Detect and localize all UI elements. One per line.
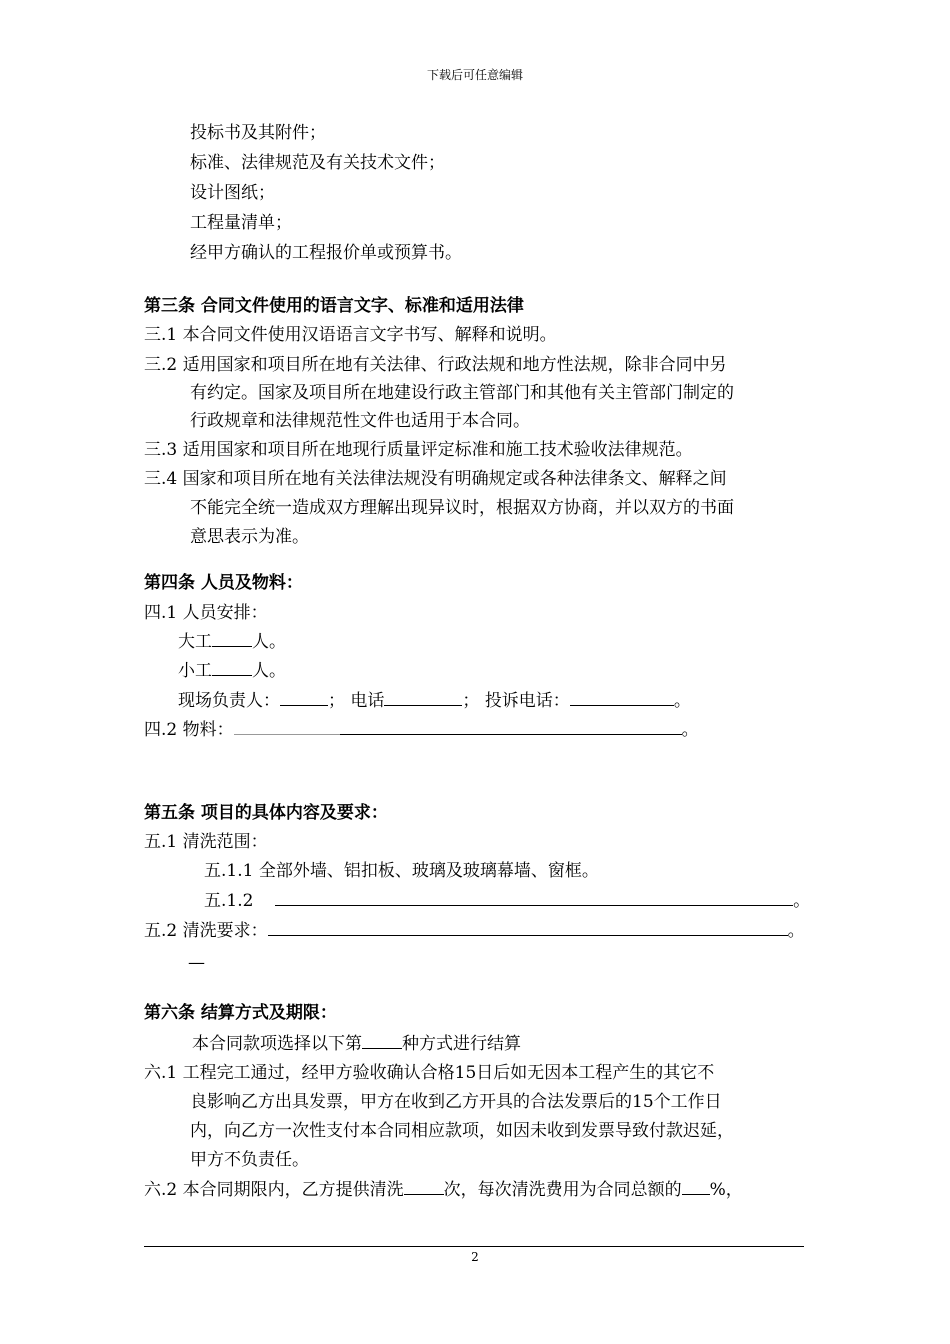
page-header: 下载后可任意编辑 bbox=[426, 68, 523, 82]
list-item: 标准、法律规范及有关技术文件； bbox=[190, 153, 445, 173]
clause-4-1: 四.1 人员安排： bbox=[144, 603, 268, 623]
dash-mark: — bbox=[188, 953, 205, 973]
clause-3-4: 三.4 国家和项目所在地有关法律法规没有明确规定或各种法律条文、解释之间 bbox=[144, 469, 727, 489]
clause-3-3: 三.3 适用国家和项目所在地现行质量评定标准和施工技术验收法律规范。 bbox=[144, 440, 693, 460]
clause-3-4-cont: 不能完全统一造成双方理解出现异议时，根据双方协商，并以双方的书面 bbox=[190, 498, 734, 518]
blank-field[interactable] bbox=[268, 919, 788, 936]
label-unit: 人。 bbox=[252, 632, 286, 652]
blank-field[interactable] bbox=[384, 689, 462, 706]
blank-field[interactable] bbox=[275, 889, 793, 906]
label-period: 。 bbox=[793, 891, 811, 911]
article-3-title: 第三条 合同文件使用的语言文字、标准和适用法律 bbox=[144, 296, 524, 316]
label-cost-share: 次，每次清洗费用为合同总额的 bbox=[443, 1180, 682, 1200]
label-xiao-gong: 小工 bbox=[178, 661, 212, 681]
list-item: 投标书及其附件； bbox=[190, 123, 326, 143]
clause-6-1: 六.1 工程完工通过，经甲方验收确认合格15日后如无因本工程产生的其它不 bbox=[144, 1063, 715, 1083]
clause-3-2-cont: 有约定。国家及项目所在地建设行政主管部门和其他有关主管部门制定的 bbox=[190, 383, 734, 403]
label-period: 。 bbox=[673, 691, 691, 711]
worker-junior-line bbox=[178, 659, 286, 682]
clause-4-2 bbox=[144, 718, 699, 741]
label-intro-end: 种方式进行结算 bbox=[402, 1034, 521, 1054]
clause-6-1-cont: 内，向乙方一次性支付本合同相应款项，如因未收到发票导致付款迟延， bbox=[190, 1121, 734, 1141]
list-item: 设计图纸； bbox=[190, 183, 275, 203]
clause-3-4-cont: 意思表示为准。 bbox=[190, 527, 309, 547]
label-complaint: 投诉电话： bbox=[484, 691, 570, 711]
list-item: 经甲方确认的工程报价单或预算书。 bbox=[190, 243, 462, 263]
worker-senior-line bbox=[178, 630, 286, 653]
footer-rule bbox=[144, 1246, 804, 1247]
label-da-gong: 大工 bbox=[178, 632, 212, 652]
clause-3-1: 三.1 本合同文件使用汉语语言文字书写、解释和说明。 bbox=[144, 325, 557, 345]
clause-5-1-1: 五.1.1 全部外墙、铝扣板、玻璃及玻璃幕墙、窗框。 bbox=[204, 861, 599, 881]
blank-field[interactable] bbox=[404, 1178, 444, 1195]
blank-field[interactable] bbox=[212, 659, 252, 676]
blank-field[interactable] bbox=[212, 630, 252, 647]
label-sep: ； bbox=[328, 691, 345, 711]
blank-field[interactable] bbox=[362, 1032, 402, 1049]
label-manager: 现场负责人： bbox=[178, 691, 280, 711]
label-percent: %， bbox=[709, 1180, 743, 1200]
blank-field[interactable] bbox=[570, 689, 674, 706]
blank-field[interactable] bbox=[280, 689, 328, 706]
clause-5-1: 五.1 清洗范围： bbox=[144, 832, 268, 852]
article-5-title: 第五条 项目的具体内容及要求： bbox=[144, 803, 388, 823]
page-number: 2 bbox=[471, 1250, 479, 1264]
list-item: 工程量清单； bbox=[190, 213, 292, 233]
label-unit: 人。 bbox=[252, 661, 286, 681]
label-period: 。 bbox=[681, 720, 699, 740]
clause-6-2 bbox=[144, 1178, 743, 1201]
blank-field[interactable] bbox=[682, 1178, 710, 1195]
blank-field[interactable] bbox=[234, 718, 340, 735]
clause-5-1-2 bbox=[204, 889, 810, 912]
label-clause-number: 五.1.2 bbox=[204, 891, 254, 911]
label-sep: ； bbox=[462, 691, 480, 711]
blank-field[interactable] bbox=[340, 718, 682, 735]
clause-3-2-cont: 行政规章和法律规范性文件也适用于本合同。 bbox=[190, 411, 530, 431]
article-6-title: 第六条 结算方式及期限： bbox=[144, 1003, 337, 1023]
clause-3-2: 三.2 适用国家和项目所在地有关法律、行政法规和地方性法规，除非合同中另 bbox=[144, 355, 727, 375]
article-4-title: 第四条 人员及物料： bbox=[144, 573, 303, 593]
clause-6-1-cont: 甲方不负责任。 bbox=[190, 1150, 309, 1170]
label-materials: 四.2 物料： bbox=[144, 720, 234, 740]
label-requirements: 五.2 清洗要求： bbox=[144, 921, 268, 941]
settlement-intro bbox=[192, 1032, 521, 1055]
label-phone: 电话 bbox=[350, 691, 385, 711]
clause-6-1-cont: 良影响乙方出具发票，甲方在收到乙方开具的合法发票后的15个工作日 bbox=[190, 1092, 722, 1112]
label-intro: 本合同款项选择以下第 bbox=[192, 1034, 362, 1054]
clause-5-2 bbox=[144, 919, 805, 942]
label-cleaning-times: 六.2 本合同期限内，乙方提供清洗 bbox=[144, 1180, 404, 1200]
label-period: 。 bbox=[787, 921, 805, 941]
contact-line bbox=[178, 689, 691, 712]
